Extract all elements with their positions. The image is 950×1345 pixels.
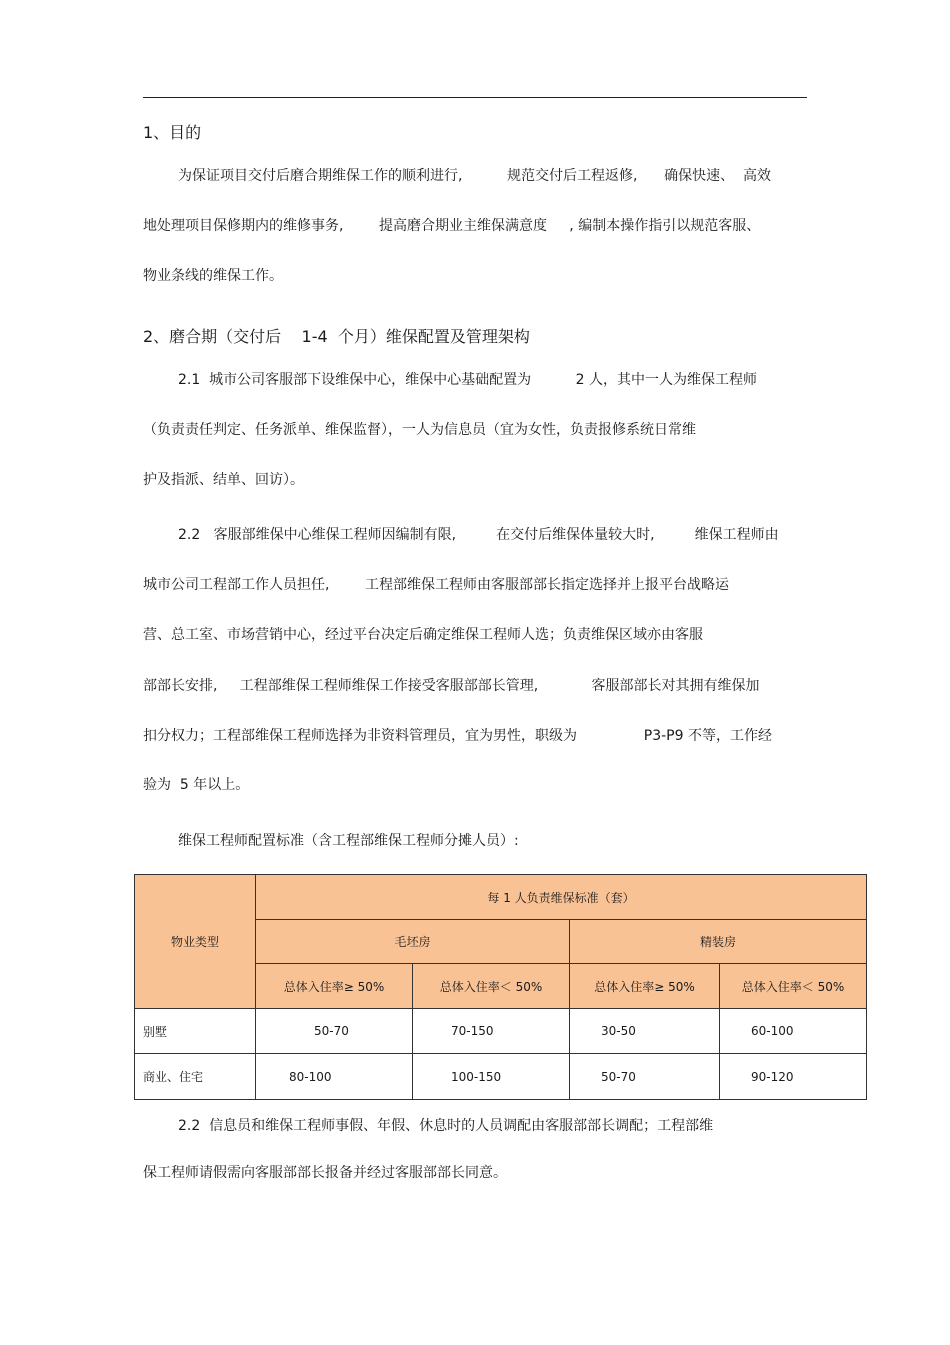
para-2-2-line-4: 部部长安排, 工程部维保工程师维保工作接受客服部部长管理, 客服部部长对其拥有维保加	[143, 678, 760, 694]
para-2-2-line-6: 验为 5 年以上。	[143, 777, 250, 793]
header-rough: 毛坯房	[256, 920, 570, 964]
table-cell: 30-50	[570, 1009, 720, 1054]
para-2-2b-line-2: 保工程师请假需向客服部部长报备并经过客服部部长同意。	[143, 1165, 507, 1181]
table-cell: 100-150	[413, 1054, 570, 1100]
section1-line-2: 地处理项目保修期内的维修事务, 提高磨合期业主维保满意度 , 编制本操作指引以规范客服、	[143, 218, 761, 234]
header-standard-group: 每 1 人负责维保标准（套）	[256, 875, 867, 920]
table-cell: 80-100	[256, 1054, 413, 1100]
para-2-2b-line-1: 2.2 信息员和维保工程师事假、年假、休息时的人员调配由客服部部长调配；工程部维	[178, 1118, 714, 1134]
section1-line-3: 物业条线的维保工作。	[143, 268, 283, 284]
section1-line-1: 为保证项目交付后磨合期维保工作的顺利进行, 规范交付后工程返修, 确保快速、 高效	[178, 168, 772, 184]
table-cell: 70-150	[413, 1009, 570, 1054]
table-cell: 50-70	[256, 1009, 413, 1054]
table-row	[135, 1009, 867, 1054]
para-2-2-line-5: 扣分权力；工程部维保工程师选择为非资料管理员，宜为男性，职级为 P3-P9 不等，工作经	[143, 728, 772, 744]
table-caption: 维保工程师配置标准（含工程部维保工程师分摊人员）:	[178, 833, 519, 849]
table-cell: 90-120	[720, 1054, 867, 1100]
section2-heading: 2、磨合期（交付后 1-4 个月）维保配置及管理架构	[143, 327, 530, 346]
table-cell: 50-70	[570, 1054, 720, 1100]
staffing-standard-table	[134, 874, 867, 1100]
header-finished-rate-ge: 总体入住率≥ 50%	[570, 964, 720, 1009]
para-2-1-line-3: 护及指派、结单、回访）。	[143, 472, 304, 488]
header-rule	[143, 97, 807, 98]
header-property-type: 物业类型	[135, 875, 256, 1009]
para-2-1-line-2: （负责责任判定、任务派单、维保监督），一人为信息员（宜为女性，负责报修系统日常维	[143, 422, 696, 438]
para-2-1-line-1: 2.1 城市公司客服部下设维保中心，维保中心基础配置为 2 人，其中一人为维保工程师	[178, 372, 758, 388]
row-type: 商业、住宅	[135, 1054, 256, 1100]
table-row	[135, 1054, 867, 1100]
header-finished-rate-lt: 总体入住率＜ 50%	[720, 964, 867, 1009]
header-finished: 精装房	[570, 920, 867, 964]
para-2-2-line-3: 营、总工室、市场营销中心，经过平台决定后确定维保工程师人选；负责维保区域亦由客服	[143, 627, 703, 643]
header-rough-rate-ge: 总体入住率≥ 50%	[256, 964, 413, 1009]
para-2-2-line-2: 城市公司工程部工作人员担任, 工程部维保工程师由客服部部长指定选择并上报平台战略运	[143, 577, 730, 593]
section1-heading: 1、目的	[143, 123, 202, 142]
table-cell: 60-100	[720, 1009, 867, 1054]
table-header-row-1	[135, 875, 867, 920]
header-rough-rate-lt: 总体入住率＜ 50%	[413, 964, 570, 1009]
row-type: 别墅	[135, 1009, 256, 1054]
para-2-2-line-1: 2.2 客服部维保中心维保工程师因编制有限, 在交付后维保体量较大时, 维保工程师由	[178, 527, 779, 543]
